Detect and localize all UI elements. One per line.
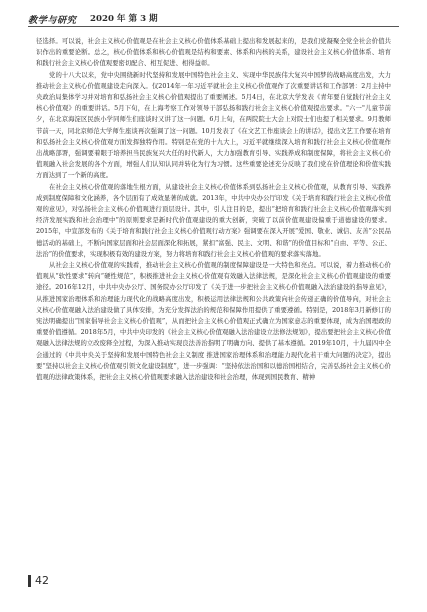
- paragraph: 从社会主义核心价值观的实践看，推动社会主义核心价值观的制度保障建设是一大特色和亮点。可以说，着力推动核心价值观从“软性要求”转向“硬性规范”，积极推进社会主义核心价值观有效融入法律法规，是深化社会主义核心价值观建设的重要途径。2016年12月，中共中央办公厅、国务院办公厅印发了《关于进一步把社会主义核心价值观融入法治建设的指导意见》，从推进国家治理体系和治理能力现代化的战略高度出发，积极运用法律法规和公共政策向社会传递正确的价值导向，对社会主义核心价值观融入法治建设做了具体安排，为充分发挥法治的规范和保障作用提供了重要遵循。特别是，2018年3月新修订的宪法明确提出“国家倡导社会主义核心价值观”，从而把社会主义核心价值观正式确立为国家意志的重要体现，成为治国理政的重要价值遵循。2018年5月，中共中央印发的《社会主义核心价值观融入法治建设立法修法规划》，提出要把社会主义核心价值观融入法律法规的立改废释全过程，为深入推动实现良法善治指明了明确方向、提供了基本遵循。2019年10月，十九届四中全会通过的《中共中央关于坚持和发展中国特色社会主义制度 推进国家治理体系和治理能力现代化若干重大问题的决定》，提出要“坚持以社会主义核心价值观引领文化建设制度”，进一步强调：“坚持依法治国和以德治国相结合，完善弘扬社会主义核心价值观的法律政策体系，把社会主义核心价值观要求融入法治建设和社会治理，体现到国民教育、精神: [36, 262, 391, 382]
- journal-name: 教学与研究: [28, 15, 77, 26]
- paragraph: 在社会主义核心价值观的落地生根方面，从建设社会主义核心价值体系到弘扬社会主义核心价值观，从教育引导、实践养成到制度保障和文化涵养，各个层面有了成效显著的成就。2013年，中共中央办公厅印发《关于培育和践行社会主义核心价值观的意见》，对弘扬社会主义核心价值观进行顶层设计。其中，引人注目的是，提出“把培育和践行社会主义核心价值观落实到经济发展实践和社会治理中”的原则要求是新时代价值观建设的重大创新，突破了以前价值观建设偏重于道德建设的要求。2015年，中宣部发布的《关于培育和践行社会主义核心价值观行动方案》强调要在深入开展“爱国、敬业、诚信、友善”公民品德活动的基础上，不断向国家层面和社会层面深化和拓展，紧扣“富强、民主、文明、和谐”的价值目标和“自由、平等、公正、法治”的价值要求，实现积极有效的建设方案，努力将培育和践行社会主义核心价值观的要求落实落地。: [36, 183, 391, 258]
- issue-label: 2020 年 第 3 期: [90, 14, 158, 24]
- article-body: [36, 36, 391, 383]
- page-number: 42: [35, 574, 49, 587]
- paragraph: 党的十八大以来，党中央围绕新时代坚持和发展中国特色社会主义、实现中华民族伟大复兴中国梦的战略高度出发，大力推动社会主义核心价值观建设走向深入。仅2014年一年习近平就社会主义核心价值观作了次重要讲话和工作部署：2月主持中央政治局集体学习并对培育和弘扬社会主义核心价值观提出了重要阐述。5月4日，在北京大学发表《青年要自觉践行社会主义核心价值观》的重要讲话。5月下旬，在上海考察工作对领导干部弘扬和践行社会主义核心价值观提出要求。"六一"儿童节前夕，在北京海淀区民族小学同师生们座谈时又讲了这一问题。6月上旬，在两院院士大会上对院士们也提了相关要求。9月教师节前一天，同北京师范大学师生座谈再次强调了这一问题。10月发表了《在文艺工作座谈会上的讲话》，提出文艺工作要在培育和弘扬社会主义核心价值观方面发挥独特作用。特别是在党的十九大上，习近平就继续深入培育和践行社会主义核心价值观作出战略部署，强调要着眼于培养担当民族复兴大任的时代新人，大力加强教育引导、实践养成和制度保障，将社会主义核心价值观融入社会发展的各个方面，增强人们认知认同并转化为行为习惯。这些重要论述充分反映了我们党在价值理论和价值实践方面达到了一个新的高度。: [36, 71, 391, 180]
- header-rule: [28, 26, 399, 27]
- footer-bar: [28, 575, 31, 587]
- paragraph: 径选择。可以说，社会主义核心价值观是在社会主义核心价值体系基础上提出和发展起来的，是我们党凝聚全党全社会价值共识作出的重要论断。总之，核心价值体系和核心价值观是结构和要素、体系和内核的关系，建设社会主义核心价值体系、培育和践行社会主义核心价值观要密切配合、相互促进、相得益彰。: [36, 38, 391, 68]
